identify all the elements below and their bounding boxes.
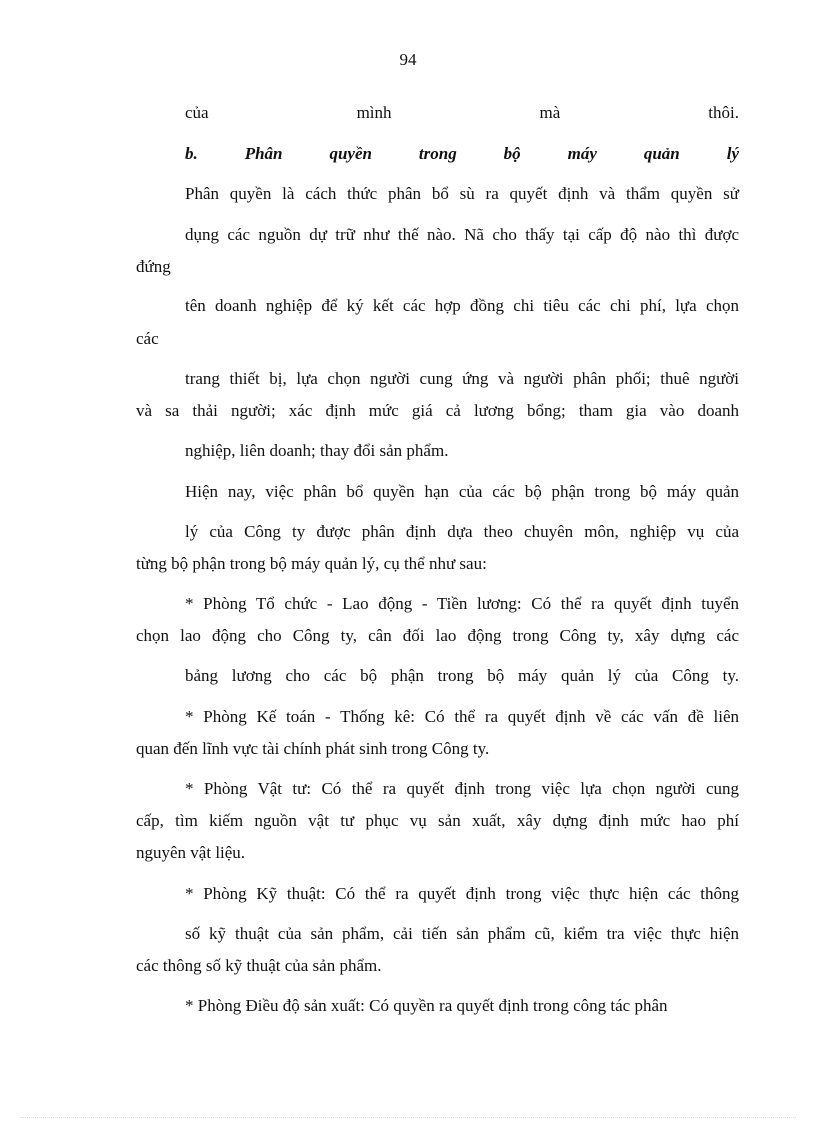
body-line: * Phòng Kế toán - Thống kê: Có thể ra quyết định về các vấn đề liên <box>185 707 739 726</box>
body-line: lý của Công ty được phân định dựa theo chuyên môn, nghiệp vụ của <box>185 522 739 541</box>
body-line: số kỹ thuật của sản phẩm, cải tiến sản phẩm cũ, kiểm tra việc thực hiện <box>185 924 739 943</box>
body-line: và sa thải người; xác định mức giá cả lương bổng; tham gia vào doanh <box>136 401 739 420</box>
body-line: của mình mà thôi. <box>185 103 739 122</box>
body-line: * Phòng Điều độ sản xuất: Có quyền ra quyết định trong công tác phân <box>185 996 668 1015</box>
body-line: chọn lao động cho Công ty, cân đối lao động trong Công ty, xây dựng các <box>136 626 739 645</box>
page-number: 94 <box>399 50 417 69</box>
body-line: dụng các nguồn dự trữ như thế nào. Nã cho thấy tại cấp độ nào thì được <box>185 225 739 244</box>
body-line: tên doanh nghiệp để ký kết các hợp đồng chi tiêu các chi phí, lựa chọn <box>185 296 739 315</box>
body-line: từng bộ phận trong bộ máy quản lý, cụ thể như sau: <box>136 554 487 573</box>
body-line: đứng <box>136 257 171 276</box>
body-line: * Phòng Kỹ thuật: Có thể ra quyết định trong việc thực hiện các thông <box>185 884 739 903</box>
body-line: các <box>136 329 159 348</box>
body-line: * Phòng Tổ chức - Lao động - Tiền lương: Có thể ra quyết định tuyển <box>185 594 739 613</box>
section-heading: b. Phân quyền trong bộ máy quản lý <box>185 144 739 163</box>
body-line: các thông số kỹ thuật của sản phẩm. <box>136 956 382 975</box>
body-line: cấp, tìm kiếm nguồn vật tư phục vụ sản xuất, xây dựng định mức hao phí <box>136 811 739 830</box>
body-line: nghiệp, liên doanh; thay đổi sản phẩm. <box>185 441 449 460</box>
body-line: nguyên vật liệu. <box>136 843 246 862</box>
body-line: bảng lương cho các bộ phận trong bộ máy quản lý của Công ty. <box>185 666 739 685</box>
page-bottom-rule <box>20 1117 796 1118</box>
body-line: trang thiết bị, lựa chọn người cung ứng và người phân phối; thuê người <box>185 369 739 388</box>
body-line: * Phòng Vật tư: Có thể ra quyết định trong việc lựa chọn người cung <box>185 779 739 798</box>
body-line: quan đến lĩnh vực tài chính phát sinh trong Công ty. <box>136 739 490 758</box>
body-line: Hiện nay, việc phân bổ quyền hạn của các bộ phận trong bộ máy quản <box>185 482 739 501</box>
body-line: Phân quyền là cách thức phân bổ sù ra quyết định và thẩm quyền sử <box>185 184 739 203</box>
